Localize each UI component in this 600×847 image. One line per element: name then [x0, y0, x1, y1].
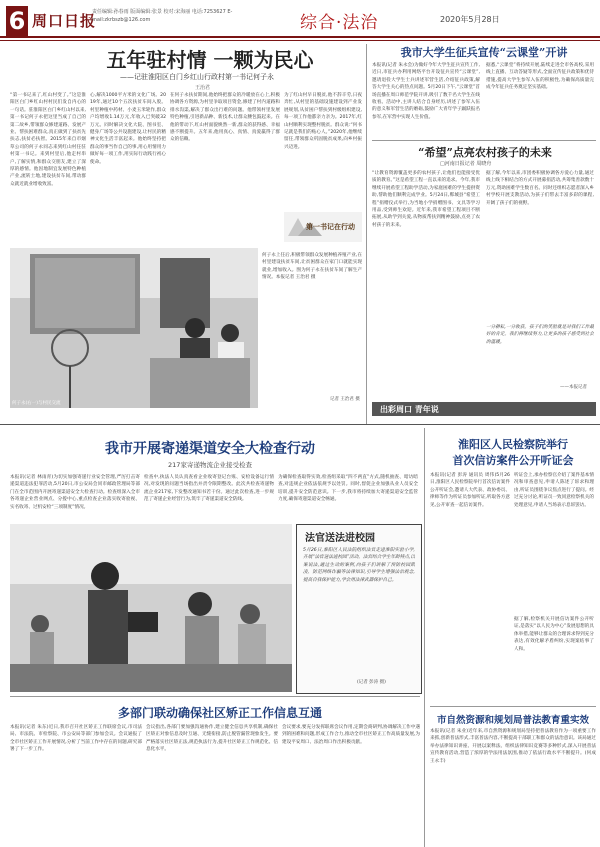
main-article-col2: 心,解决1000平方米的文化广场。2019年,通过10个五次扶贫车间入股。村里种植中药材、小麦玉米轮作,群众户均增收1.14万元,年收入已突破32万元。同时解决文化大院、图书室、健身广场等公共设施建设,让村民的精神文化生活丰富起来。他始终坚持把群众的事当作自己的事,用心用情用力做好每一项工作,用实际行动践行初心使命。 — [90, 93, 166, 165]
main-photo-side-caption: 何子永上任后,积极带领群众发展种植养殖产业,在村里建设扶贫车间,让贫困群众在家门口就能实现就业,增加收入。图为何子永在扶贫车间了解生产情况。本报记者 王治君 摄 — [262, 253, 362, 281]
editor-info: 责任编辑:孙春雨 版面编辑:张景 校对:宋海丽 电话:7253627 E-mail:zkrbszb@126.com — [92, 9, 233, 23]
law-class-photo — [10, 524, 292, 692]
main-article-col3: 在何子永扶贫期间,他始终把群众的冷暖放在心上,积极协调各方资源,为村里争取项目资金,修建了村内道路和排水沟渠,解决了群众出行难的问题。他带领村里发展特色种植,引进新品种、新技术,让群众腰包鼓起来。在他的带动下,红山村面貌焕然一新,群众的获得感、幸福感不断提升。五年来,他用真心、真情、真爱赢得了群众的信赖。 — [170, 93, 280, 143]
postal-article-subtitle: 217家寄递物流企业接受检查 — [168, 461, 252, 469]
community-article-col2: 会议指出,各部门要加强沟通协作,建立健全信息共享机制,确保社区矫正对象信息及时互通、无缝衔接,防止脱管漏管现象发生。要严格落实社区矫正法,规范执法行为,提升社区矫正工作规范化、信息化水平。 — [146, 725, 278, 753]
header-rule — [0, 36, 600, 38]
main-article-title: 五年驻村情 一颗为民心 — [106, 48, 314, 72]
section-title: 综合·法治 — [300, 13, 379, 33]
village-meeting-photo — [10, 248, 258, 408]
main-article-col1: “第一书记来了,红山村变了。”这是淮阳区白门乡红山村村民们发自内心的一句话。驻淮阳区白门乡红山村以来,第一书记何子永把这里当成了自己的第二故乡,带领群众修建道路、发展产业、帮扶困难群众,真正做到了扶贫先扶志,扶贫必扶智。2015年来自市烟草公司的何子永同志来到红山村任驻村第一书记。来到村里后,他走村串户,了解实情,和群众交朋友,建立了深厚的感情。他因地制宜发展特色种植产业,流转土地,建设扶贫车间,带动群众就近就业增收致富。 — [10, 93, 86, 187]
procuratorate-title-line2: 首次信访案件公开听证会 — [452, 454, 574, 467]
column-divider-bottom — [424, 428, 425, 847]
hope-article-col2: 据了解,今年以来,市团委积极协调各方爱心力量,通过线上线下相结合的方式开展募捐活动,共筹集善款数十万元,资助困难学生数百名。同时还组织志愿者深入乡村学校开展支教活动,为孩子们带去丰富多彩的课程,开阔了孩子们的视野。 — [486, 171, 594, 206]
hope-quote: 一分耕耘,一分收获。孩子们的笑脸就是对我们工作最好的肯定。我们将继续努力,让更多的孩子感受到社会的温暖。 — [486, 325, 594, 345]
career-article-title: 我市大学生征兵宣传“云课堂”开讲 — [400, 46, 568, 59]
hope-article-title: “希望”点亮农村孩子的未来 — [418, 146, 552, 159]
procuratorate-col2: 听证会上,承办检察官介绍了案件基本情况和审查意见,申请人陈述了诉求和理由,听证员围绕争议焦点进行了提问。经过充分讨论,听证员一致同意检察机关的处理意见,申请人当场表示息诉罢访。 — [514, 473, 594, 508]
main-photo-signature: 记者 王治君 摄 — [330, 397, 360, 402]
hope-article-byline: □河南日报记者 周晓舟 — [440, 161, 492, 167]
main-article-subtitle: ——记驻淮阳区白门乡红山行政村第一书记何子永 — [120, 73, 274, 81]
procuratorate-title-line1: 淮阳区人民检察院举行 — [458, 438, 568, 451]
land-article-body: 本报讯(记者 朱业)近年来,市自然资源和规划局坚持把普法教育作为一项重要工作来抓,创新普法形式,丰富普法内容,不断提高干部职工和群众的法治意识。该局通过举办法律知识讲座、开展以案释法、组织法律知识竞赛等多种形式,深入开展普法宣传教育活动,营造了浓厚的学法用法氛围,推动了依法行政水平不断提升。(何成 王永丰) — [430, 729, 596, 764]
main-photo-caption: 何子永(右一)与村民交流 — [12, 401, 61, 406]
main-article-col4: 为了红山村早日脱贫,他不辞辛劳,日夜奔忙,从村里的基础设施建设到产业发展规划,从贫困户帮扶到村级组织建设,每一项工作他都亲力亲为。2017年,红山村顺利实现整村脱贫。群众说:“何书记就是我们的贴心人。”2020年,他继续留任,带领群众巩固脱贫成果,向乡村振兴迈进。 — [284, 93, 362, 150]
header-rule-thin — [0, 40, 600, 41]
right-divider-1 — [372, 140, 596, 141]
hope-quote-signature: ——本报记者 — [560, 385, 587, 390]
school-event-body: 5月26日,淮阳区人民法院组织法官走进淮阳实验小学,开展“法官送法进校园”活动。法官结合学生年龄特点,以案说法,通过生动的案例,向孩子们讲解了预防校园欺凌、防范网络诈骗等法律知识,引导学生增强法治观念,提高自我保护能力,学会用法律武器保护自己。 — [303, 548, 415, 583]
main-article-byline: 王治君 — [195, 85, 211, 91]
community-article-col1: 本报讯(记者 朱东)近日,我市召开社区矫正工作联席会议,市司法局、市法院、市检察院、市公安局等部门参加会议。会议通报了全市社区矫正工作开展情况,分析了当前工作中存在的问题,研究部署了下一步工作。 — [10, 725, 142, 753]
land-article-title: 市自然资源和规划局普法教育重实效 — [436, 715, 589, 726]
youth-banner-label: 出彩周口 青年说 — [380, 405, 439, 414]
land-divider — [430, 706, 596, 707]
issue-date: 2020年5月28日 — [440, 15, 500, 24]
career-article-col2: 据悉,“云课堂”将持续开展,陆续走进全市各高校,采用线上直播、互动答疑等形式,全面宣传征兵政策和优待措施,提高大学生参军入伍的积极性,为确保高质量完成今年征兵任务奠定坚实基础。 — [486, 63, 594, 91]
first-secretary-logo-text: 第一书记在行动 — [306, 223, 355, 231]
first-secretary-logo — [284, 212, 362, 242]
page-number: 6 — [6, 6, 28, 36]
school-event-box — [296, 524, 422, 694]
school-event-signature: (记者 彭涛 摄) — [357, 680, 386, 685]
school-event-title: 法官送法进校园 — [305, 533, 375, 544]
procuratorate-col3: 据了解,检察机关开展信访案件公开听证,是落实“以人民为中心”发展思想的具体举措,能够让群众的合理诉求得到充分表达,有效化解矛盾纠纷,实现案结事了人和。 — [514, 617, 594, 652]
school-photo — [10, 524, 292, 692]
mid-page-divider — [0, 424, 600, 425]
hope-article-col1: “让教育资源覆盖更多的农村孩子,让他们也能接受优质的教育。”这是希望工程一直以来的追求。今年,我市继续开展希望工程助学活动,为家庭困难的学生提供资助,帮助他们顺利完成学业。5月24日,郸城县“希望工程”捐赠仪式举行,为当地小学捐赠图书、文具等学习用品,受到师生欢迎。近年来,我市希望工程项目不断拓展,从助学到关爱,从物质帮扶到精神鼓励,点亮了农村孩子的未来。 — [372, 171, 480, 228]
paper-name: 周口日报 — [32, 12, 97, 30]
procuratorate-col1: 本报讯(记者 彭涛 通讯员 周伟)5月26日,淮阳区人民检察院举行首次信访案件公开听证会,邀请人大代表、政协委员、律师等作为听证员参加听证,听取各方意见,公开审查一起信访案件。 — [430, 473, 510, 508]
community-article-col3: 会议要求,要充分发挥联席会议作用,定期会商研判,协调解决工作中遇到的困难和问题,形成工作合力,推动全市社区矫正工作高质量发展,为建设平安周口、法治周口作出积极贡献。 — [282, 725, 420, 745]
community-article-title: 多部门联动确保社区矫正工作信息互通 — [117, 706, 322, 720]
postal-article-title: 我市开展寄递渠道安全大检查行动 — [105, 441, 315, 457]
postal-article-col3: 为确保检查取得实效,检查组采取“四不两直”方式,随机抽查、暗访暗查,对违规企业依法依规予以处罚。同时,督促企业加强从业人员安全培训,提升安全防范意识。下一步,我市将持续加大寄递渠道安全监管力度,确保寄递渠道安全畅通。 — [278, 475, 418, 503]
main-article-photo — [10, 248, 258, 408]
column-divider-top — [366, 44, 367, 424]
youth-banner — [372, 402, 596, 416]
career-article-col1: 本报讯(记者 朱永会)为做好今年大学生征兵宣传工作,近日,市征兵办利用网络平台开设征兵宣传“云课堂”,邀请退役大学生士兵讲述军营生活,介绍征兵政策,解答大学生关心的热点问题。5月20日下午,“云课堂”首场直播在周口师范学院开讲,吸引了数千名大学生在线收看。活动中,主讲人结合自身经历,讲述了参军入伍的意义和军营生活的磨砺,鼓励广大青年学子踊跃报名参军,在军营中实现人生价值。 — [372, 63, 480, 120]
postal-article-col2: 检查中,执法人员认真查看企业收寄登记台账、安检设备运行情况,对发现的问题当场指出并责令限期整改。此次共检查寄递物流企业217家,下发整改通知书若干份。通过此次检查,进一步规范了寄递企业经营行为,筑牢了寄递渠道安全防线。 — [144, 475, 274, 503]
postal-article-col1: 本报讯(记者 林雨青)为切实加强寄递行业安全管理,严厉打击寄递渠道违法犯罪活动,5月20日,市公安局会同市邮政管理局等部门在全市范围内开展寄递渠道安全大检查行动。检查组深入全市各寄递企业营业网点、分拨中心,重点检查企业落实收寄验视、实名收寄、过机安检“三项制度”情况。 — [10, 475, 140, 510]
community-divider — [10, 696, 420, 697]
